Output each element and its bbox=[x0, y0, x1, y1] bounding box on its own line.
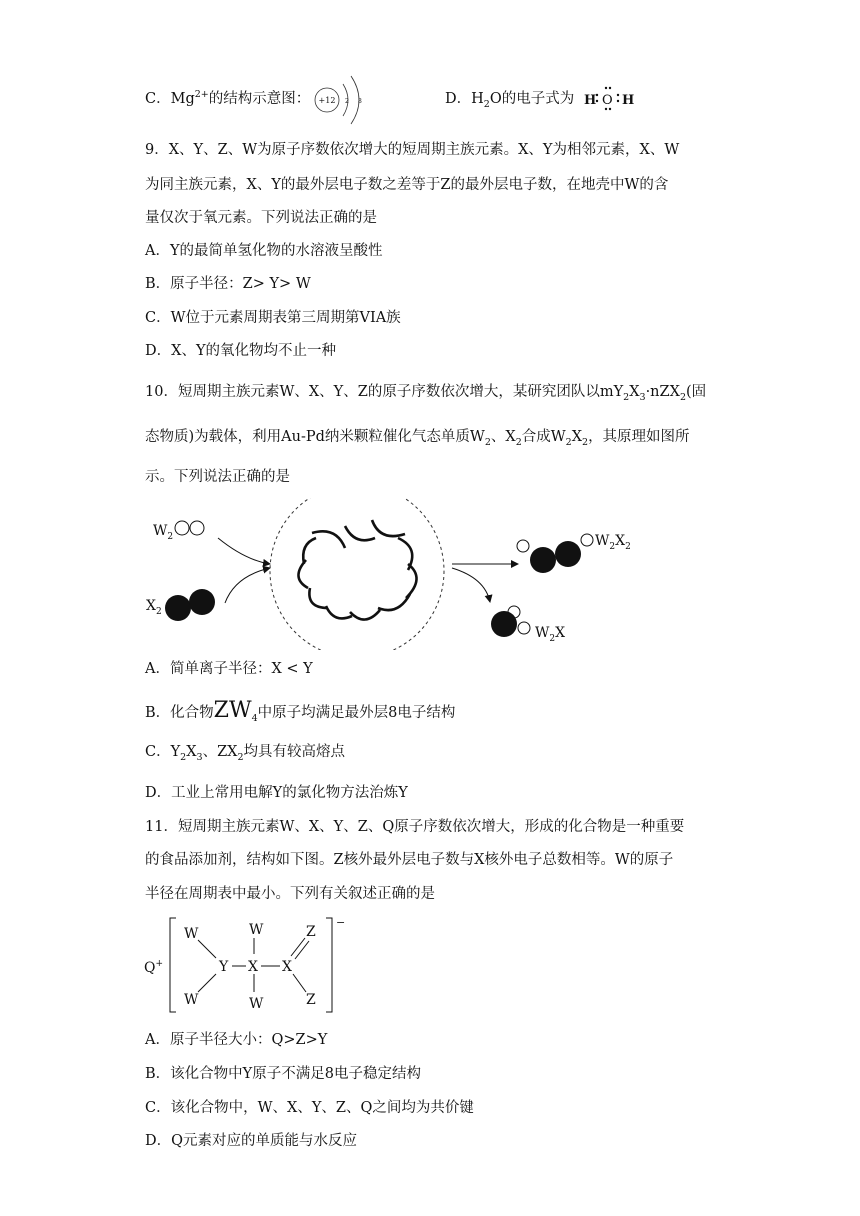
q8-option-c: C．$Mg^{2+}$的结构示意图： bbox=[145, 89, 311, 107]
struct-x-center: X bbox=[248, 959, 258, 975]
q10-catalysis-diagram bbox=[140, 498, 660, 650]
q10-option-a: A．简单离子半径：X < Y bbox=[145, 661, 313, 677]
w2x2-label: $W_2X_2$ bbox=[595, 533, 631, 552]
water-lewis-structure bbox=[582, 82, 642, 112]
w2-atom-2 bbox=[190, 521, 204, 535]
w2x-w-atom-2 bbox=[518, 622, 530, 634]
q11-option-a: A．原子半径大小：Q>Z>Y bbox=[145, 1032, 328, 1048]
shell-2-count: 8 bbox=[358, 98, 362, 105]
q11-stem-line-2: 的食品添加剂，结构如下图。Z核外最外层电子数与X核外电子总数相等。W的原子 bbox=[145, 852, 674, 868]
x2-in-arrow bbox=[225, 568, 270, 603]
q11-option-c: C．该化合物中，W、X、Y、Z、Q之间均为共价键 bbox=[145, 1100, 474, 1116]
mg-ion-structure-diagram bbox=[305, 70, 375, 130]
x2-atom-2 bbox=[189, 589, 215, 615]
w2x2-w-atom-2 bbox=[581, 534, 593, 546]
q11-option-d: D．Q元素对应的单质能与水反应 bbox=[145, 1133, 358, 1149]
catalyst-dashed-boundary bbox=[270, 498, 444, 650]
q9-stem-line-2: 为同主族元素，X、Y的最外层电子数之差等于Z的最外层电子数，在地壳中W的含 bbox=[145, 177, 669, 193]
w2x-out-arrow bbox=[452, 568, 490, 602]
w2-label: $W_2$ bbox=[153, 523, 174, 542]
q11-stem-line-1: 11．短周期主族元素W、X、Y、Z、Q原子序数依次增大，形成的化合物是一种重要 bbox=[145, 819, 685, 835]
struct-y: Y bbox=[219, 959, 229, 975]
q11-stem-line-3: 半径在周期表中最小。下列有关叙述正确的是 bbox=[145, 886, 435, 902]
bracket-left bbox=[170, 918, 176, 1012]
struct-x-right: X bbox=[282, 959, 292, 975]
struct-q: Q+ bbox=[144, 959, 164, 976]
q8-option-d: D．$H_2O$的电子式为 bbox=[445, 91, 575, 110]
w2x-label: $W_2X$ bbox=[535, 625, 566, 644]
catalyst-ring bbox=[298, 520, 416, 620]
w2x2-w-atom-1 bbox=[517, 540, 529, 552]
bracket-right bbox=[326, 918, 332, 1012]
w2x2-x-atom-2 bbox=[555, 541, 581, 567]
struct-w-top: W bbox=[249, 922, 264, 938]
shell-1-count: 2 bbox=[345, 98, 349, 105]
x2-atom-1 bbox=[165, 595, 191, 621]
q9-stem-line-3: 量仅次于氧元素。下列说法正确的是 bbox=[145, 210, 377, 226]
w2-in-arrow bbox=[218, 538, 270, 564]
struct-charge: − bbox=[336, 916, 346, 929]
nucleus-charge: +12 bbox=[318, 96, 336, 105]
w2x-x-atom bbox=[491, 611, 517, 637]
q10-option-b: B．化合物$ZW_4$中原子均满足最外层8电子结构 bbox=[145, 698, 456, 724]
q10-option-c: C．$Y_2X_3$、$ZX_2$均具有较高熔点 bbox=[145, 744, 346, 763]
q9-option-d: D．X、Y的氧化物均不止一种 bbox=[145, 343, 337, 359]
q10-stem-line-2: 态物质)为载体，利用Au-Pd纳米颗粒催化气态单质$W_2$、$X_2$合成$W_2X_2$，其原理如图所 bbox=[145, 429, 690, 448]
q10-stem-line-3: 示。下列说法正确的是 bbox=[145, 469, 290, 485]
struct-w-top-left: W bbox=[184, 926, 199, 942]
q9-option-b: B．原子半径：Z> Y> W bbox=[145, 276, 311, 292]
struct-z-bottom: Z bbox=[306, 992, 316, 1008]
w2-atom-1 bbox=[175, 521, 189, 535]
lewis-o: O bbox=[602, 93, 613, 108]
struct-w-bottom-left: W bbox=[184, 992, 199, 1008]
w2x2-x-atom-1 bbox=[530, 547, 556, 573]
x2-label: $X_2$ bbox=[146, 598, 162, 617]
q9-stem-line-1: 9．X、Y、Z、W为原子序数依次增大的短周期主族元素。X、Y为相邻元素，X、W bbox=[145, 142, 680, 158]
q9-option-a: A．Y的最简单氢化物的水溶液呈酸性 bbox=[145, 243, 383, 259]
q10-option-d: D．工业上常用电解Y的氯化物方法治炼Y bbox=[145, 785, 408, 801]
struct-z-top: Z bbox=[306, 924, 316, 940]
q9-option-c: C．W位于元素周期表第三周期第VIA族 bbox=[145, 310, 401, 326]
lewis-h-left: H bbox=[584, 93, 597, 108]
lewis-h-right: H bbox=[622, 93, 635, 108]
struct-w-bottom: W bbox=[249, 996, 264, 1012]
q10-stem-line-1: 10．短周期主族元素W、X、Y、Z的原子序数依次增大，某研究团队以$mY_2X_3\cdot nZX_2$(固 bbox=[145, 384, 707, 403]
q11-option-b: B．该化合物中Y原子不满足8电子稳定结构 bbox=[145, 1066, 421, 1082]
q11-structure-formula bbox=[140, 912, 360, 1022]
